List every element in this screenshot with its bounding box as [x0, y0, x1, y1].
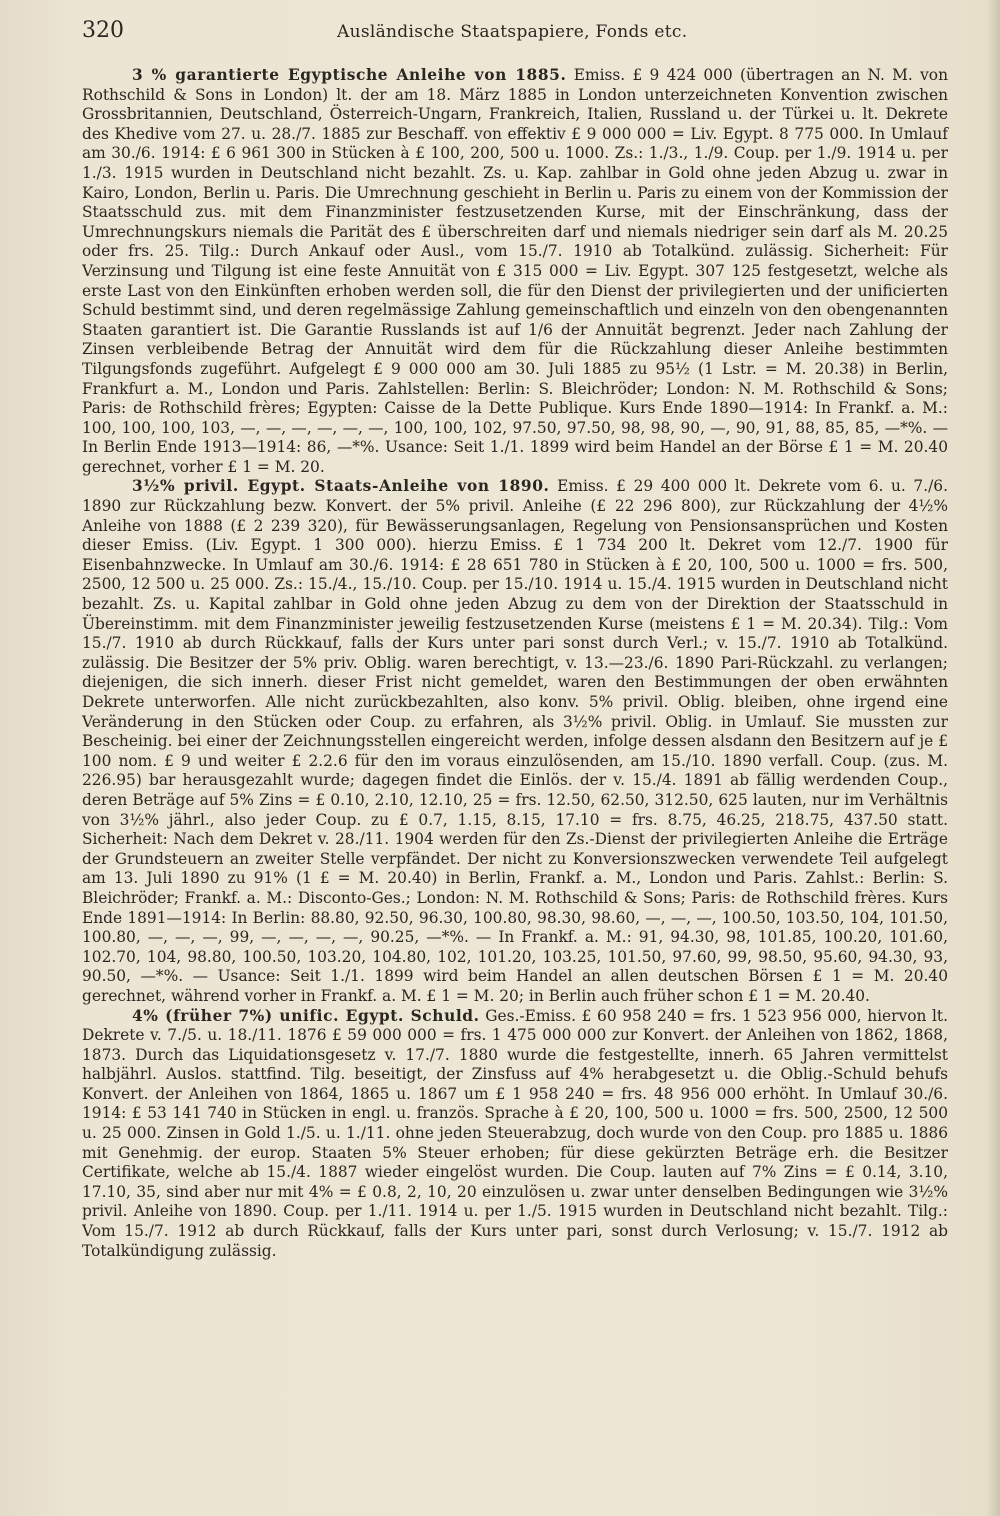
running-title: Ausländische Staatspapiere, Fonds etc.: [337, 22, 688, 42]
page-header: [82, 18, 948, 52]
section-title: 4% (früher 7%) unific. Egypt. Schuld.: [132, 1006, 480, 1025]
page-edge-shadow: [986, 0, 1000, 1516]
section-body: Emiss. £ 29 400 000 lt. Dekrete vom 6. u. 7./6. 1890 zur Rückzahlung bezw. Konvert. der 5% privil. Anleihe (£ 22 296 800), zur Rückzahlung der 4½% Anleihe von 1888 (£ 2 239 320), für Bewässerungsanlagen, Regelung von Pensionsansprüchen und Kosten dieser Emiss. (Liv. Egypt. 1 300 000). hierzu Emiss. £ 1 734 200 lt. Dekret vom 12./7. 1900 für Eisenbahnzwecke. In Umlauf am 30./6. 1914: £ 28 651 780 in Stücken à £ 20, 100, 500 u. 1000 = frs. 500, 2500, 12 500 u. 25 000. Zs.: 15./4., 15./10. Coup. per 15./10. 1914 u. 15./4. 1915 wurden in Deutschland nicht bezahlt. Zs. u. Kapital zahlbar in Gold ohne jeden Abzug zu dem von der Direktion der Staatsschuld in Übereinstimm. mit dem Finanzminister jeweilig festzusetzenden Kurse (meistens £ 1 = M. 20.34). Tilg.: Vom 15./7. 1910 ab durch Rückkauf, falls der Kurs unter pari sonst durch Verl.; v. 15./7. 1910 ab Totalkünd. zulässig. Die Besitzer der 5% priv. Oblig. waren berechtigt, v. 13.—23./6. 1890 Pari-Rückzahl. zu verlangen; diejenigen, die sich innerh. dieser Frist nicht gemeldet, waren den Bestimmungen der oben erwähnten Dekrete unterworfen. Alle nicht zurückbezahlten, also konv. 5% privil. Oblig. bleiben, ohne irgend eine Veränderung in den Stücken oder Coup. zu erfahren, als 3½% privil. Oblig. in Umlauf. Sie mussten zur Bescheinig. bei einer der Zeichnungsstellen eingereicht werden, infolge dessen alsdann den Besitzern auf je £ 100 nom. £ 9 und weiter £ 2.2.6 für den im voraus einzulösenden, am 15./10. 1890 verfall. Coup. (zus. M. 226.95) bar herausgezahlt wurde; dagegen findet die Einlös. der v. 15./4. 1891 ab fällig werdenden Coup., deren Beträge auf 5% Zins = £ 0.10, 2.10, 12.10, 25 = frs. 12.50, 62.50, 312.50, 625 lauten, nur im Verhältnis von 3½% jährl., also jeder Coup. zu £ 0.7, 1.15, 8.15, 17.10 = frs. 8.75, 46.25, 218.75, 437.50 statt. Sicherheit: Nach dem Dekret v. 28./11. 1904 werden für den Zs.-Dienst der privilegierten Anleihe die Erträge der Grundsteuern an zweiter Stelle verpfändet. Der nicht zu Konversionszwecken verwendete Teil aufgelegt am 13. Juli 1890 zu 91% (1 £ = M. 20.40) in Berlin, Frankf. a. M., London und Paris. Zahlst.: Berlin: S. Bleichröder; Frankf. a. M.: Disconto-Ges.; London: N. M. Rothschild & Sons; Paris: de Rothschild frères. Kurs Ende 1891—1914: In Berlin: 88.80, 92.50, 96.30, 100.80, 98.30, 98.60, —, —, —, 100.50, 103.50, 104, 101.50, 100.80, —, —, —, 99, —, —, —, —, 90.25, —*%. — In Frankf. a. M.: 91, 94.30, 98, 101.85, 100.20, 101.60, 102.70, 104, 98.80, 100.50, 103.20, 104.80, 102, 101.20, 103.25, 101.50, 97.60, 99, 98.50, 95.60, 94.30, 93, 90.50, —*%. — Usance: Seit 1./1. 1899 wird beim Handel an allen deutschen Börsen £ 1 = M. 20.40 gerechnet, während vorher in Frankf. a. M. £ 1 = M. 20; in Berlin auch früher schon £ 1 = M. 20.40.: [82, 477, 948, 1005]
section-paragraph: [82, 66, 948, 477]
section-paragraph: [82, 477, 948, 1006]
section-body: Ges.-Emiss. £ 60 958 240 = frs. 1 523 956 000, hiervon lt. Dekrete v. 7./5. u. 18./11. 1876 £ 59 000 000 = frs. 1 475 000 000 zur Konvert. der Anleihen von 1862, 1868, 1873. Durch das Liquidationsgesetz v. 17./7. 1880 wurde die festgestellte, innerh. 65 Jahren vermittelst halbjährl. Auslos. stattfind. Tilg. beseitigt, der Zinsfuss auf 4% herabgesetzt u. die Oblig.-Schuld behufs Konvert. der Anleihen von 1864, 1865 u. 1867 um £ 1 958 240 = frs. 48 956 000 erhöht. In Umlauf 30./6. 1914: £ 53 141 740 in Stücken in engl. u. französ. Sprache à £ 20, 100, 500 u. 1000 = frs. 500, 2500, 12 500 u. 25 000. Zinsen in Gold 1./5. u. 1./11. ohne jeden Steuerabzug, doch wurde von den Coup. pro 1885 u. 1886 mit Genehmig. der europ. Staaten 5% Steuer erhoben; für diese gekürzten Beträge erh. die Besitzer Certifikate, welche ab 15./4. 1887 wieder eingelöst wurden. Die Coup. lauten auf 7% Zins = £ 0.14, 3.10, 17.10, 35, sind aber nur mit 4% = £ 0.8, 2, 10, 20 einzulösen u. zwar unter denselben Bedingungen wie 3½% privil. Anleihe von 1890. Coup. per 1./11. 1914 u. per 1./5. 1915 wurden in Deutschland nicht bezahlt. Tilg.: Vom 15./7. 1912 ab durch Rückkauf, falls der Kurs unter pari, sonst durch Verlosung; v. 15./7. 1912 ab Totalkündigung zulässig.: [82, 1006, 948, 1260]
section-egyptian-loan-1890: [82, 477, 948, 1006]
section-paragraph: [82, 1007, 948, 1262]
section-unified-egyptian-debt: [82, 1007, 948, 1262]
page-number: 320: [82, 18, 124, 43]
section-title: 3½% privil. Egypt. Staats-Anleihe von 1890.: [132, 477, 550, 496]
section-egyptian-loan-1885: [82, 66, 948, 477]
section-body: Emiss. £ 9 424 000 (übertragen an N. M. von Rothschild & Sons in London) lt. der am 18. März 1885 in London unterzeichneten Konvention zwischen Grossbritannien, Deutschland, Österreich-Ungarn, Frankreich, Italien, Russland u. der Türkei u. lt. Dekrete des Khedive vom 27. u. 28./7. 1885 zur Beschaff. von effektiv £ 9 000 000 = Liv. Egypt. 8 775 000. In Umlauf am 30./6. 1914: £ 6 961 300 in Stücken à £ 100, 200, 500 u. 1000. Zs.: 1./3., 1./9. Coup. per 1./9. 1914 u. per 1./3. 1915 wurden in Deutschland nicht bezahlt. Zs. u. Kap. zahlbar in Gold ohne jeden Abzug u. zwar in Kairo, London, Berlin u. Paris. Die Umrechnung geschieht in Berlin u. Paris zu einem von der Kommission der Staatsschuld zus. mit dem Finanzminister festzusetzenden Kurse, mit der Einschränkung, dass der Umrechnungskurs niemals die Parität des £ überschreiten darf und niemals niedriger sein darf als M. 20.25 oder frs. 25. Tilg.: Durch Ankauf oder Ausl., vom 15./7. 1910 ab Totalkünd. zulässig. Sicherheit: Für Verzinsung und Tilgung ist eine feste Annuität von £ 315 000 = Liv. Egypt. 307 125 festgesetzt, welche als erste Last von den Einkünften erhoben werden soll, die für den Dienst der privilegierten und der unificierten Schuld bestimmt sind, und deren regelmässige Zahlung gemeinschaftlich und einzeln von den obengenannten Staaten garantiert ist. Die Garantie Russlands ist auf 1/6 der Annuität begrenzt. Jeder nach Zahlung der Zinsen verbleibende Betrag der Annuität wird dem für die Rückzahlung dieser Anleihe bestimmten Tilgungsfonds zugeführt. Aufgelegt £ 9 000 000 am 30. Juli 1885 zu 95½ (1 Lstr. = M. 20.38) in Berlin, Frankfurt a. M., London und Paris. Zahlstellen: Berlin: S. Bleichröder; London: N. M. Rothschild & Sons; Paris: de Rothschild frères; Egypten: Caisse de la Dette Publique. Kurs Ende 1890—1914: In Frankf. a. M.: 100, 100, 100, 103, —, —, —, —, —, —, 100, 100, 102, 97.50, 97.50, 98, 98, 90, —, 90, 91, 88, 85, 85, —*%. — In Berlin Ende 1913—1914: 86, —*%. Usance: Seit 1./1. 1899 wird beim Handel an der Börse £ 1 = M. 20.40 gerechnet, vorher £ 1 = M. 20.: [82, 66, 948, 476]
section-title: 3 % garantierte Egyptische Anleihe von 1885.: [132, 66, 567, 84]
